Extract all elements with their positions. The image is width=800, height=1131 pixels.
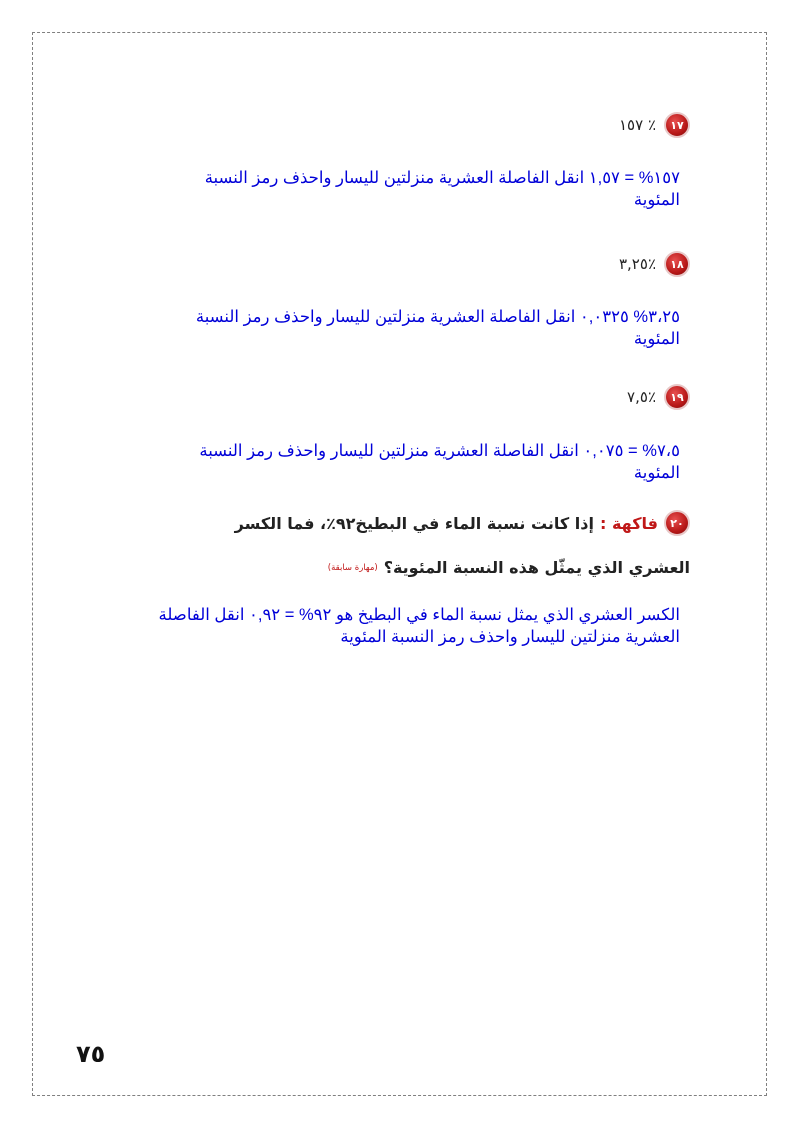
page-number: ٧٥ [76, 1040, 106, 1068]
answer-18: ٣،٢٥% ٠,٠٣٢٥ انقل الفاصلة العشرية منزلتين لليسار واحذف رمز النسبة المئوية [195, 308, 680, 348]
problem-number-badge: ١٨ [664, 251, 690, 277]
problem-value: ٪٧,٥ [627, 388, 656, 406]
question-text: إذا كانت نسبة الماء في البطيخ٩٢٪، فما الكسر [234, 513, 594, 533]
answer-17: ١٥٧% = ١,٥٧ انقل الفاصلة العشرية منزلتين لليسار واحذف رمز النسبة المئوية [204, 169, 680, 209]
question-20-line2 [328, 558, 690, 577]
problem-number-badge: ١٧ [664, 112, 690, 138]
question-text: العشري الذي يمثّل هذه النسبة المئوية؟ [383, 558, 690, 577]
question-20-line1 [235, 510, 690, 536]
problem-number-badge: ١٩ [664, 384, 690, 410]
answer-19: ٧،٥% = ٠,٠٧٥ انقل الفاصلة العشرية منزلتين لليسار واحذف رمز النسبة المئوية [199, 442, 680, 482]
problem-value: ٪ ١٥٧ [619, 116, 656, 134]
skill-label: (مهارة سابقة) [327, 562, 378, 573]
problem-17 [619, 112, 690, 138]
problem-19 [627, 384, 690, 410]
answer-20: الكسر العشري الذي يمثل نسبة الماء في البطيخ هو ٩٢% = ٠,٩٢ انقل الفاصلة العشرية منزلتين لليسار واحذف رمز النسبة المئوية [158, 606, 680, 646]
problem-number-badge: ٢٠ [664, 510, 690, 536]
question-tag: فاكهة : [599, 513, 658, 533]
problem-18 [619, 251, 690, 277]
problem-value: ٪٣,٢٥ [618, 255, 656, 273]
